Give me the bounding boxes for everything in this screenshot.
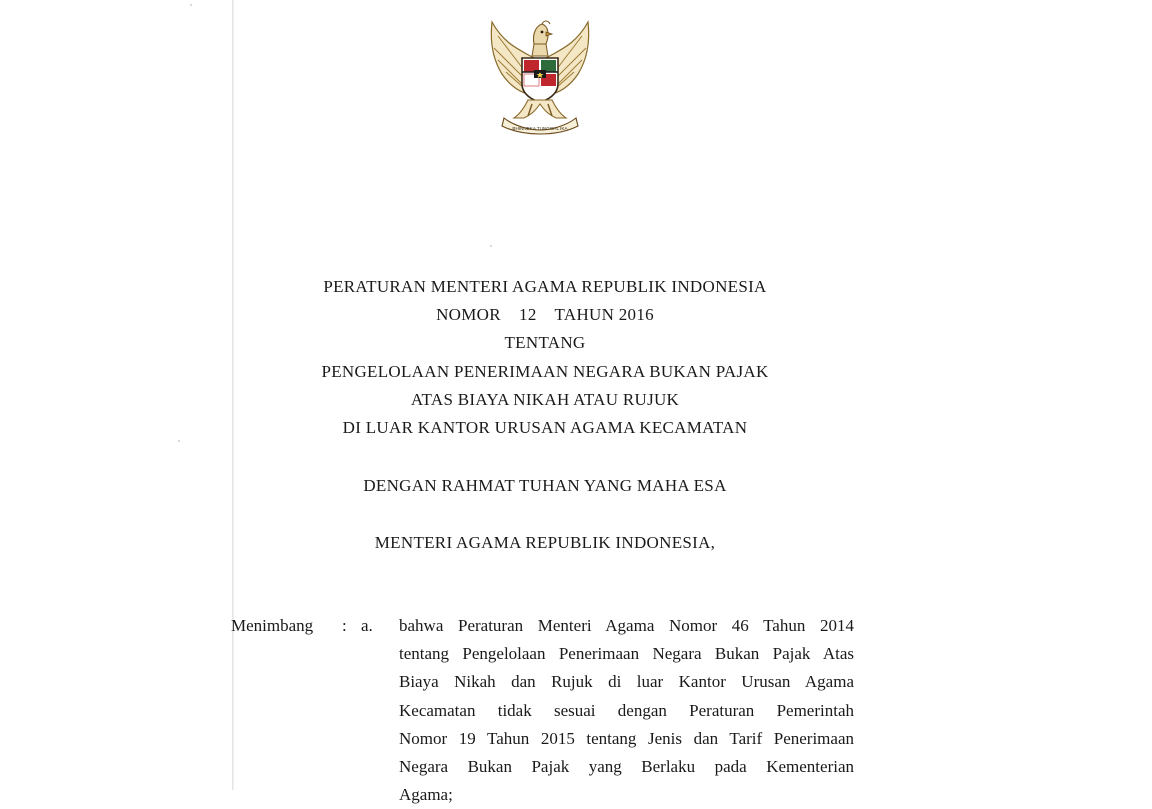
considering-colon: : <box>342 616 347 635</box>
title-subject-line: PENGELOLAAN PENERIMAAN NEGARA BUKAN PAJAK <box>321 361 769 381</box>
considering-text-line: tentang Pengelolaan Penerimaan Negara Bukan Pajak Atas <box>399 644 854 664</box>
title-subject-line: DI LUAR KANTOR URUSAN AGAMA KECAMATAN <box>342 417 748 437</box>
regulation-title <box>200 273 890 442</box>
scan-speck <box>190 4 192 6</box>
garuda-pancasila-emblem-icon <box>484 14 596 134</box>
title-about: TENTANG <box>504 333 586 353</box>
title-line: PERATURAN MENTERI AGAMA REPUBLIK INDONESIA <box>323 277 767 296</box>
considering-item-letter: a. <box>361 616 373 635</box>
considering-text-line: Agama; <box>399 785 453 805</box>
title-subject-line: ATAS BIAYA NIKAH ATAU RUJUK <box>410 389 680 409</box>
considering-label: Menimbang <box>231 616 314 635</box>
emblem-motto: BHINNEKA TUNGGAL IKA <box>512 126 568 131</box>
considering-text-line: bahwa Peraturan Menteri Agama Nomor 46 Tahun 2014 <box>399 616 854 635</box>
minister-heading: MENTERI AGAMA REPUBLIK INDONESIA, <box>374 533 716 552</box>
considering-text-line: Biaya Nikah dan Rujuk di luar Kantor Urusan Agama <box>399 672 854 692</box>
scan-speck <box>490 245 492 247</box>
considering-item-text <box>399 612 854 809</box>
considering-text-line: Negara Bukan Pajak yang Berlaku pada Kementerian <box>399 756 854 776</box>
scan-speck <box>178 440 180 442</box>
considering-text-line: Kecamatan tidak sesuai dengan Peraturan Pemerintah <box>399 700 854 720</box>
considering-text-line: Nomor 19 Tahun 2015 tentang Jenis dan Tarif Penerimaan <box>399 728 854 748</box>
title-number-line: NOMOR 12 TAHUN 2016 <box>436 305 654 325</box>
invocation: DENGAN RAHMAT TUHAN YANG MAHA ESA <box>363 476 727 495</box>
